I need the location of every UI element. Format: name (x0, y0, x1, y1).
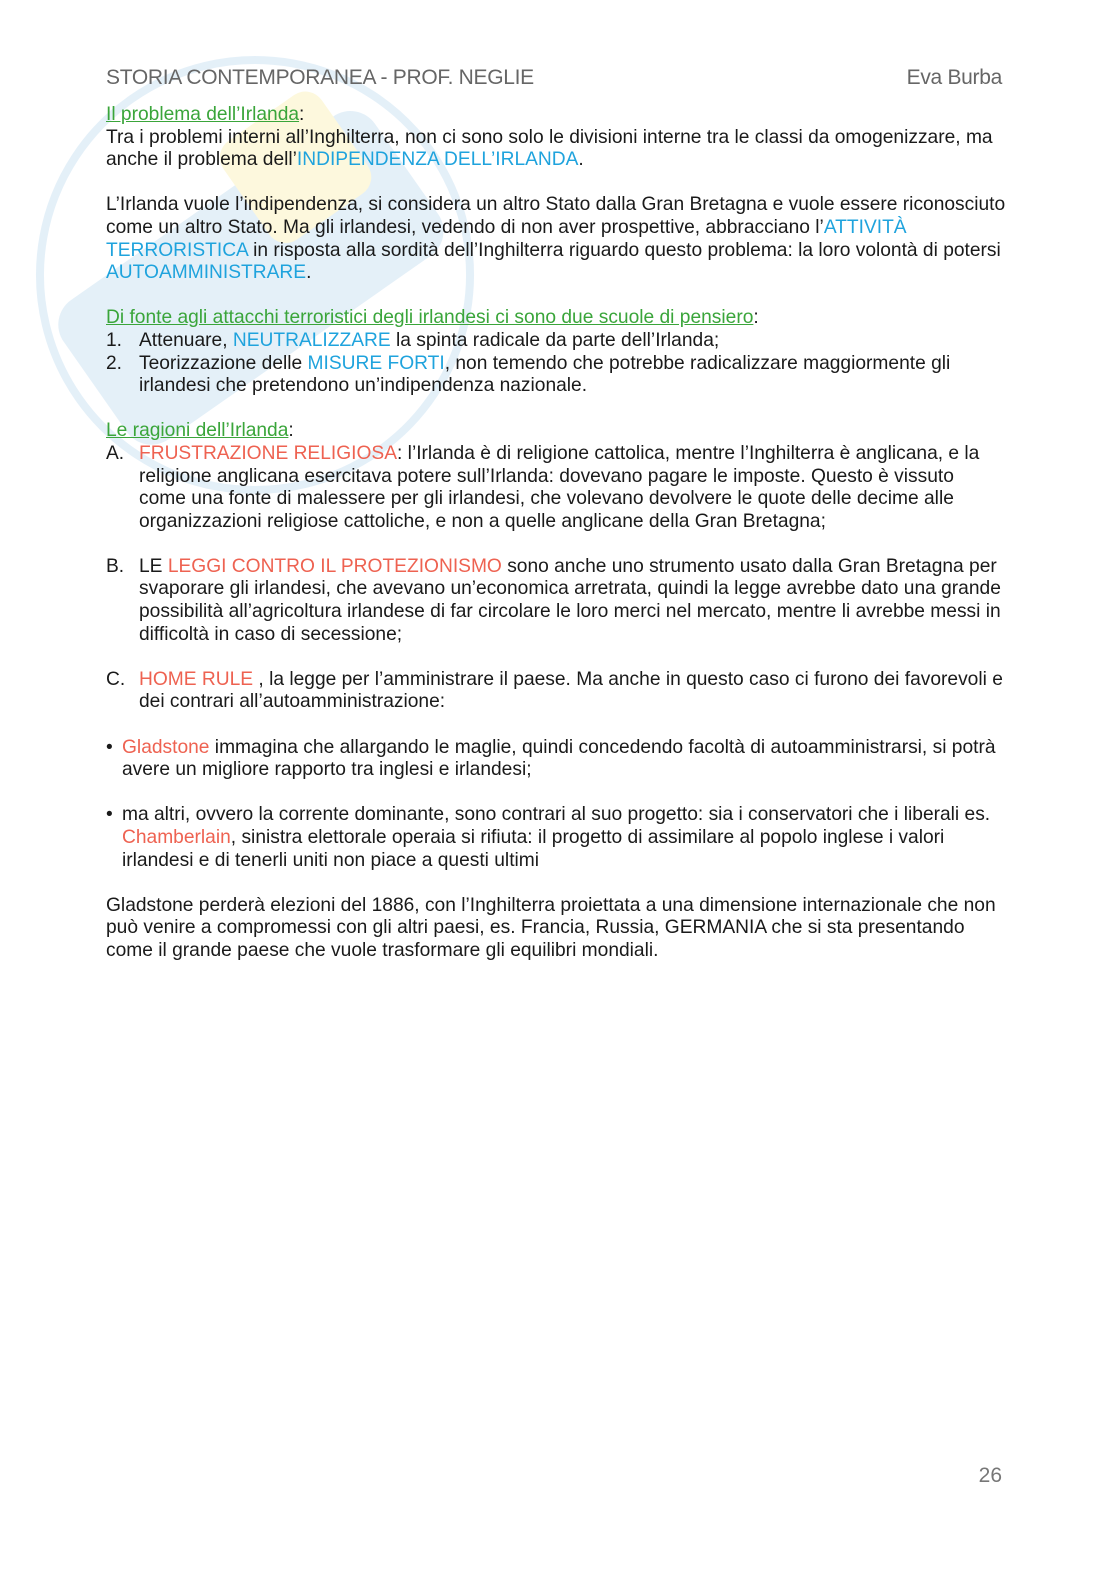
list-item: B. LE LEGGI CONTRO IL PROTEZIONISMO sono anche uno strumento usato dalla Gran Bretagna per svaporare gli irlandesi, che avevano un’economica arretrata, quindi la legge avrebbe dato una grande possibilità all’agricoltura irlandese di far circolare le loro merci nel mercato, mentre li avrebbe messi in difficoltà in caso di secessione; (106, 555, 1001, 645)
section-heading-irlanda: Il problema dell’Irlanda: (106, 104, 305, 125)
page-content (106, 104, 1006, 963)
page-number: 26 (978, 1464, 1002, 1487)
paragraph: L’Irlanda vuole l’indipendenza, si considera un altro Stato dalla Gran Bretagna e vuole essere riconosciuto come un altro Stato. Ma gli irlandesi, vedendo di non aver prospettive, abbracciano l’ATTIVITÀ TERRORISTICA in risposta alla sordità dell’Inghilterra riguardo questo problema: la loro volontà di potersi AUTOAMMINISTRARE. (106, 194, 1006, 284)
closing-paragraph: Gladstone perderà elezioni del 1886, con l’Inghilterra proiettata a una dimensione internazionale che non può venire a compromessi con gli altri paesi, es. Francia, Russia, GERMANIA che si sta presentando come il grande paese che vuole trasformare gli equilibri mondiali. (106, 894, 996, 961)
author-name: Eva Burba (906, 66, 1002, 89)
list-item: 2. Teorizzazione delle MISURE FORTI, non temendo che potrebbe radicalizzare maggiormente gli irlandesi che pretendono un’indipendenza nazionale. (106, 352, 951, 397)
section-heading-ragioni: Le ragioni dell’Irlanda: (106, 420, 294, 442)
document-title: STORIA CONTEMPORANEA - PROF. NEGLIE (106, 66, 534, 89)
page-header (106, 66, 1002, 90)
list-item: A. FRUSTRAZIONE RELIGIOSA: l’Irlanda è di religione cattolica, mentre l’Inghilterra è anglicana, e la religione anglicana esercitava potere sull’Irlanda: dovevano pagare le imposte. Questo è vissuto come una fonte di malessere per gli irlandesi, che volevano devolvere le quote delle decime alle organizzazioni religiose cattoliche, e non a quelle anglicane della Gran Bretagna; (106, 442, 980, 532)
bullet-item: • ma altri, ovvero la corrente dominante, sono contrari al suo progetto: sia i conservatori che i liberali es. Chamberlain, sinistra elettorale operaia si rifiuta: il progetto di assimilare al popolo inglese i valori irlandesi e di tenerli uniti non piace a questi ultimi (106, 804, 991, 871)
list-item: C. HOME RULE , la legge per l’amministrare il paese. Ma anche in questo caso ci furono dei favorevoli e dei contrari all’autoamministrazione: (106, 668, 1003, 713)
bullet-item: • Gladstone immagina che allargando le maglie, quindi concedendo facoltà di autoamministrarsi, si potrà avere un migliore rapporto tra inglesi e irlandesi; (106, 736, 996, 781)
paragraph: Tra i problemi interni all’Inghilterra, non ci sono solo le divisioni interne tra le classi da omogenizzare, ma anche il problema dell’INDIPENDENZA DELL’IRLANDA. (106, 126, 993, 171)
section-heading-scuole: Di fonte agli attacchi terroristici degli irlandesi ci sono due scuole di pensiero: (106, 307, 759, 329)
list-item: 1. Attenuare, NEUTRALIZZARE la spinta radicale da parte dell’Irlanda; (106, 329, 720, 351)
